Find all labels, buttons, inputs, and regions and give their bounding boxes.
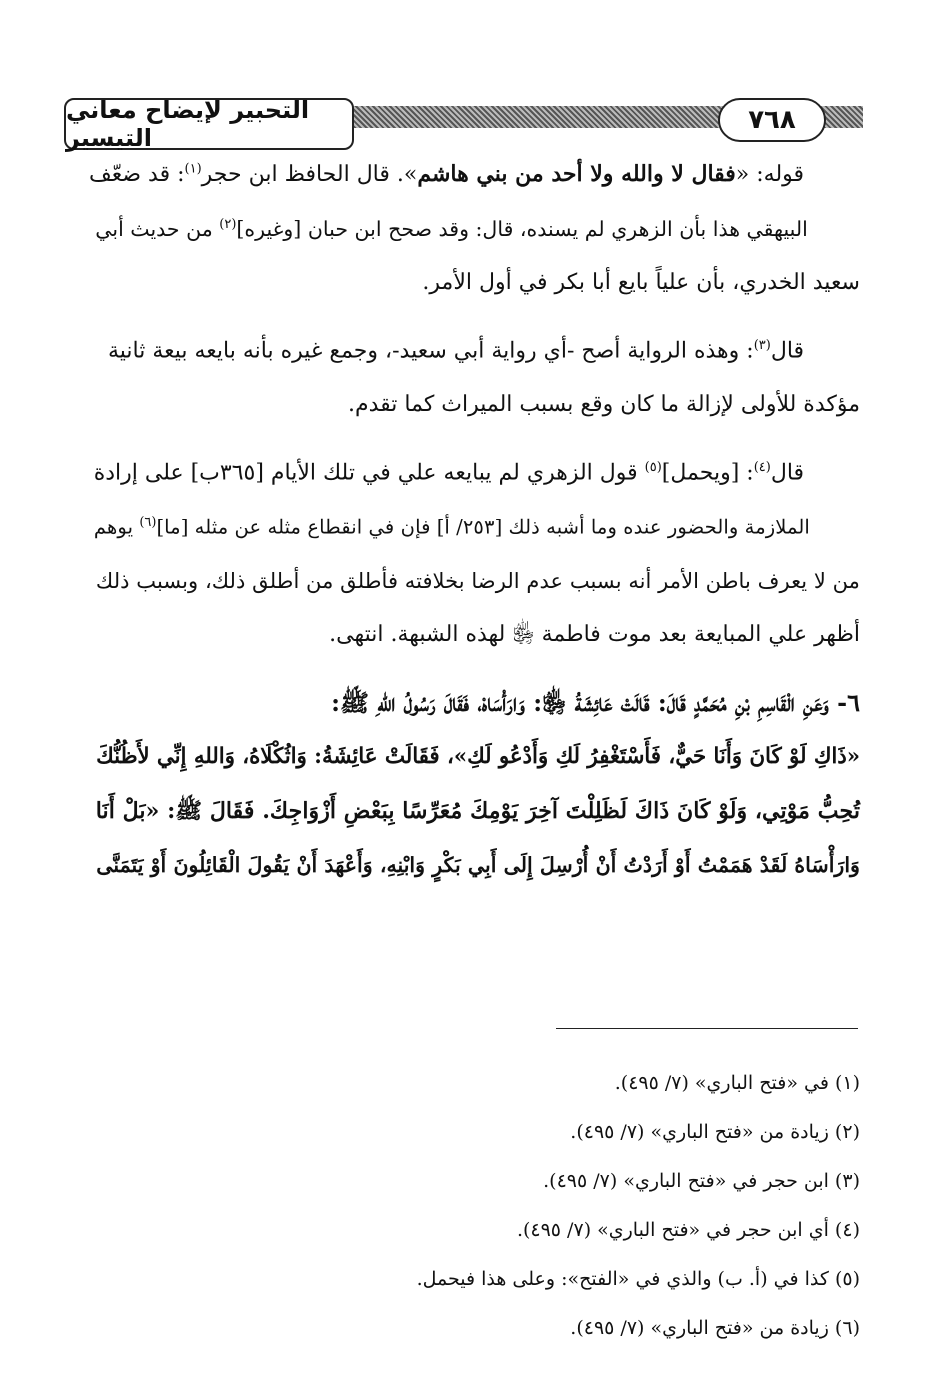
footnotes (300, 1058, 860, 1352)
hadith-line: ٦- وَعَنِ الْقَاسِمِ بْنِ مُحَمَّدٍ قَالَ: قَالَتْ عَائِشَةُ ﵂: وَارَأْسَاهْ، فَقَالَ رَسُولُ اللهِ ﷺ: (331, 687, 860, 717)
footnote-ref: (٣) (753, 337, 771, 353)
hadith-line: وَارَأْسَاهُ لَقَدْ هَمَمْتُ أَوْ أَرَدْتُ أَنْ أُرْسِلَ إِلَى أَبِي بَكْرٍ وَابْنِهِ، وَأَعْهَدَ أَنْ يَقُولَ الْقَائِلُونَ أَوْ يَتَمَنَّى (96, 852, 860, 877)
hadith-line: تُحِبُّ مَوْتِي، وَلَوْ كَانَ ذَاكَ لَظَلِلْتَ آخِرَ يَوْمِكَ مُعَرِّسًا بِبَعْضِ أَزْوَاجِكَ. فَقَالَ ﷺ: «بَلْ أَنَا (95, 797, 860, 824)
text-line: قال$^{(٤)}$: [ويحمل]$^{(٥)}$ قول الزهري لم يبايعه علي في تلك الأيام [٣٦٥ب] على إرادة (93, 459, 805, 485)
page-number: ٧٦٨ (718, 98, 826, 142)
footnote-separator (556, 1028, 858, 1029)
paragraph-2 (80, 324, 860, 432)
main-text (80, 148, 860, 906)
hadith-line: «ذَاكِ لَوْ كَانَ وَأَنَا حَيٌّ، فَأَسْتَغْفِرُ لَكِ وَأَدْعُو لَكِ»، فَقَالَتْ عَائِشَةُ: وَاثُكْلَاهُ، وَاللهِ إِنِّي لأَظُنُّكَ (96, 744, 860, 770)
line-text: قوله: «فقال لا والله ولا أحد من بني هاشم». قال الحافظ ابن حجر$^{(١)}$: قد ضعّف (89, 161, 805, 188)
footnote-6: (٦) زيادة من «فتح الباري» (٧/ ٤٩٥). (570, 1316, 860, 1339)
footnote-4: (٤) أي ابن حجر في «فتح الباري» (٧/ ٤٩٥). (516, 1218, 860, 1241)
text-line: البيهقي هذا بأن الزهري لم يسنده، قال: وقد صحح ابن حبان [وغيره]$^{(٢)}$ من حديث أبي (95, 216, 808, 241)
footnote-2: (٢) زيادة من «فتح الباري» (٧/ ٤٩٥). (570, 1120, 860, 1143)
footnote-ref: (٤) (753, 459, 771, 475)
text-line: قال$^{(٣)}$: وهذه الرواية أصح -أي رواية أبي سعيد-، وجمع غيره بأنه بايعه بيعة ثانية (107, 337, 805, 363)
footnote-1: (١) في «فتح الباري» (٧/ ٤٩٥). (614, 1071, 860, 1094)
book-title: التحبير لإيضاح معاني التيسير (64, 98, 354, 150)
footnote-ref: (٢) (219, 216, 237, 232)
text-line: سعيد الخدري، بأن علياً بايع أبا بكر في أول الأمر. (422, 269, 860, 295)
footnote-ref: (٥) (644, 459, 662, 475)
footnote-ref: (٦) (139, 514, 157, 530)
footnote-ref: (١) (184, 161, 202, 177)
paragraph-3 (80, 446, 860, 662)
footnote-3: (٣) ابن حجر في «فتح الباري» (٧/ ٤٩٥). (543, 1169, 860, 1192)
text-line: مؤكدة للأولى لإزالة ما كان وقع بسبب الميراث كما تقدم. (347, 391, 860, 417)
text-line: من لا يعرف باطن الأمر أنه بسبب عدم الرضا بخلافته فأطلق من أطلق ذلك، وبسبب ذلك (95, 568, 860, 594)
text-line: الملازمة والحضور عنده وما أشبه ذلك [٢٥٣/ أ] فإن في انقطاع مثله عن مثله [ما]$^{(٦)}$ يوهم (93, 514, 810, 539)
footnote-5: (٥) كذا في (أ. ب) والذي في «الفتح»: وعلى هذا فيحمل. (416, 1267, 860, 1290)
text-line: أظهر علي المبايعة بعد موت فاطمة ﵂ لهذه الشبهة. انتهى. (329, 621, 860, 647)
hadith-6 (80, 676, 860, 892)
paragraph-1 (80, 148, 860, 310)
